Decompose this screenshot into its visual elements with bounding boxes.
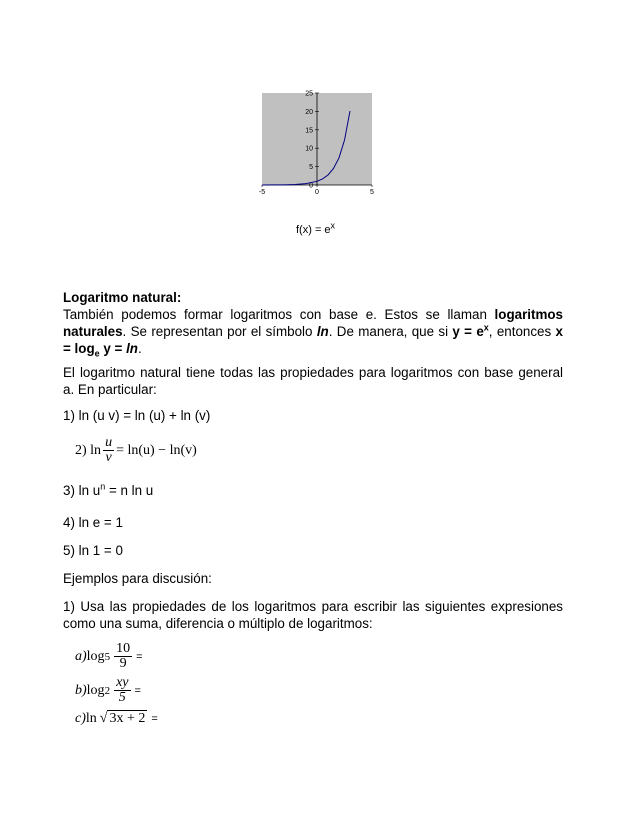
- y-tick-label: 0: [309, 182, 313, 190]
- example-a-fraction: [114, 642, 132, 671]
- para1-symbol: ln: [316, 324, 329, 339]
- example-b: b) log 2 $\frac{xy}{5}$ =: [75, 675, 141, 705]
- example-b-equals: =: [134, 684, 141, 697]
- property-4: 4) ln e = 1: [63, 515, 123, 530]
- property-2-rest: = ln(u) − ln(v): [116, 442, 197, 458]
- example-b-lead: b): [75, 682, 87, 698]
- para1-text: , entonces: [488, 324, 556, 339]
- example-a: a) log 5 $\frac{10}{9}$ =: [75, 641, 143, 671]
- examples-title: Ejemplos para discusión:: [63, 571, 212, 586]
- caption-exponent: x: [330, 220, 336, 231]
- property-2-lead: 2) ln: [75, 442, 102, 458]
- property-3-text: = n ln u: [105, 483, 154, 498]
- exponential-chart: [248, 78, 388, 196]
- y-tick-label: 5: [309, 164, 313, 172]
- example-c-lead: c): [75, 710, 86, 726]
- example-c: [75, 710, 158, 727]
- property-2-fraction: [103, 436, 114, 465]
- caption-text: f(x) = e: [296, 224, 331, 236]
- section-title: Logaritmo natural:: [63, 290, 182, 305]
- property-5: 5) ln 1 = 0: [63, 543, 123, 558]
- para1-text: También podemos formar logaritmos con base e. Estos se llaman: [63, 307, 495, 322]
- x-tick-label: 5: [370, 189, 374, 196]
- sqrt-icon: √: [99, 710, 108, 726]
- paragraph-properties: El logaritmo natural tiene todas las propiedades para logaritmos con base general a. En particular:: [63, 365, 563, 397]
- para1-symbol: ln: [126, 341, 138, 356]
- example-c-equals: =: [151, 712, 158, 725]
- example-a-log: log: [86, 648, 105, 664]
- property-2: [75, 436, 197, 465]
- property-3-text: 3) ln u: [63, 483, 101, 498]
- property-2-denominator: v: [105, 450, 112, 465]
- property-3: [63, 482, 153, 499]
- example-a-denominator: 9: [119, 656, 127, 671]
- example-c-ln: ln: [85, 710, 97, 726]
- example-a-equals: =: [136, 650, 143, 663]
- para1-equation: y = e: [452, 324, 484, 339]
- y-tick-label: 10: [305, 145, 313, 153]
- para1-exponent: x: [483, 322, 489, 333]
- y-tick-label: 20: [305, 108, 313, 116]
- figure-caption: [296, 220, 336, 236]
- example-b-numerator: xy: [116, 675, 129, 690]
- para1-text: . Se representan por el símbolo: [122, 324, 317, 339]
- para1-equation: y =: [99, 341, 127, 356]
- para1-equation: x = log: [63, 324, 563, 356]
- y-tick-label: 25: [305, 90, 313, 98]
- exercise-1: 1) Usa las propiedades de los logaritmos para escribir las siguientes expresiones como una suma, diferencia o múltiplo de logaritmos:: [63, 599, 563, 631]
- example-b-denominator: 5: [118, 690, 126, 705]
- property-2-numerator: u: [105, 435, 113, 450]
- para1-text: . De manera, que si: [328, 324, 453, 339]
- y-tick-label: 15: [305, 127, 313, 135]
- example-b-fraction: [114, 676, 130, 705]
- para1-text: .: [137, 341, 142, 356]
- para1-subscript: e: [94, 348, 100, 359]
- para1-term: logaritmos naturales: [63, 307, 563, 339]
- example-a-numerator: 10: [116, 641, 131, 656]
- example-a-lead: a): [75, 648, 87, 664]
- paragraph-natural-log: [63, 306, 563, 357]
- property-1: 1) ln (u v) = ln (u) + ln (v): [63, 408, 211, 423]
- example-c-radicand: 3x + 2: [109, 711, 146, 726]
- property-3-exponent: n: [100, 481, 106, 492]
- example-b-log: log: [86, 682, 105, 698]
- x-tick-label: 0: [315, 189, 319, 196]
- x-tick-label: -5: [258, 189, 266, 196]
